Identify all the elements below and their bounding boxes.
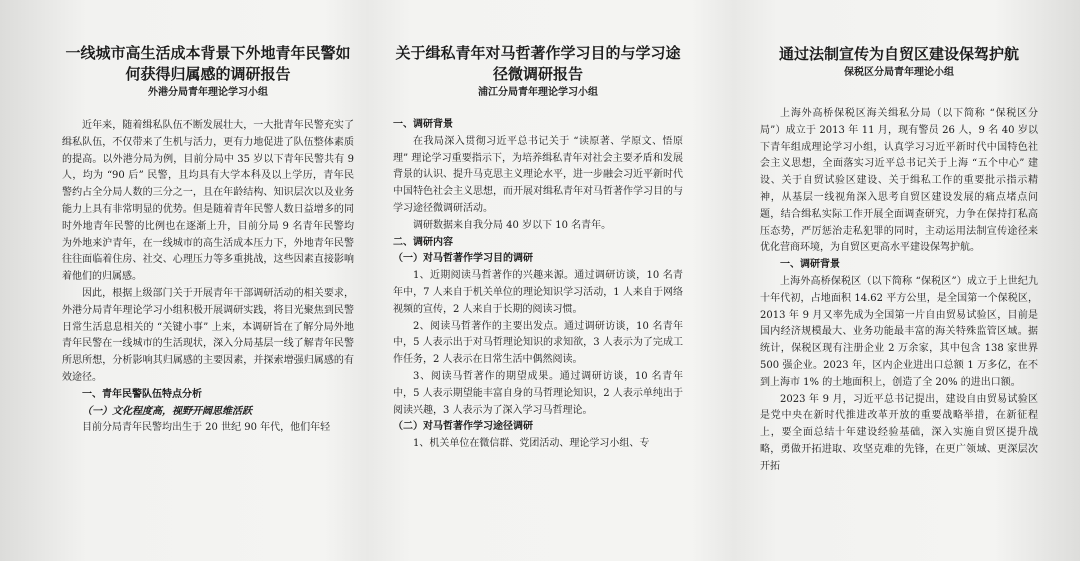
paragraph: 近年来，随着缉私队伍不断发展壮大，一大批青年民警充实了缉私队伍，不仅带来了生机与活力，更有力地促进了队伍整体素质的提高。以外港分局为例，目前分局中 35 岁以下青年民警共有 9 人，均为 “90 后” 民警，且均具有大学本科及以上学历，青年民警约占全分局人数的三分之一，且在年龄结构、知识层次以及业务能力上具有非常明显的优势。但是随着青年民警人数日益增多的同时外地青年民警的比例也在逐渐上升，目前分局 9 名青年民警均为外地来沪青年，在一线城市的高生活成本压力下，外地青年民警往往面临着住房、社交、心理压力等多重挑战，这些因素直接影响着他们的归属感。 — [62, 120, 354, 283]
report-title: 通过法制宣传为自贸区建设保驾护航 — [778, 45, 1019, 63]
section-heading: 一、青年民警队伍特点分析 — [82, 388, 202, 400]
subsection-heading: （一）文化程度高，视野开阔思维活跃 — [82, 405, 252, 417]
paragraph: 上海外高桥保税区（以下简称 “保税区”）成立于上世纪九十年代初，占地面积 14.62 平方公里，是全国第一个保税区，2013 年 9 月又率先成为全国第一片自由贸易试验区，目前是国内经济规模最大、业务功能最丰富的海关特殊监管区域。据统计，保税区现有注册企业 2 万余家，其中包含 138 家世界 500 强企业。2023 年，区内企业进出口总额 1 万多亿，在不到上海市 1% 的土地面积上，创造了全 20% 的进出口额。 — [760, 275, 1038, 388]
paragraph: 在我局深入贯彻习近平总书记关于 “读原著、学原文、悟原理” 理论学习重要指示下，为培养缉私青年对社会主要矛盾和发展背景的认识、提升马克思主义理论水平，进一步融会习近平新时代中国特色社会主义思想，而开展对缉私青年对马哲著作学习目的与学习途径微调研活动。 — [393, 135, 683, 214]
report-byline: 外港分局青年理论学习小组 — [148, 87, 268, 98]
subsection-heading: （一）对马哲著作学习目的调研 — [393, 253, 533, 265]
section-heading: 一、调研背景 — [780, 259, 840, 271]
paragraph: 1、近期阅读马哲著作的兴趣来源。通过调研访谈，10 名青年中，7 人来自于机关单位的理论知识学习活动，1 人来自于网络视频的宣传，2 人来自于长期的阅读习惯。 — [393, 270, 683, 315]
report-column-1 — [62, 0, 354, 561]
report-column-3 — [760, 0, 1038, 561]
paragraph: 2、阅读马哲著作的主要出发点。通过调研访谈，10 名青年中，5 人表示出于对马哲理论知识的求知欲，3 人表示为了完成工作任务，2 人表示在日常生活中偶然阅读。 — [393, 320, 683, 366]
section-heading: 一、调研背景 — [393, 119, 453, 130]
paragraph: 3、阅读马哲著作的期望成果。通过调研访谈，10 名青年中，5 人表示期望能丰富自身的马哲理论知识，2 人表示单纯出于阅读兴趣，3 人表示为了深入学习马哲理论。 — [393, 370, 683, 416]
paragraph: 上海外高桥保税区海关缉私分局（以下简称 “保税区分局”）成立于 2013 年 11 月，现有警员 26 人，9 名 40 岁以下青年组成理论学习小组，认真学习习近平新时代中国特色社会主义思想，全面落实习近平总书记关于上海 “五个中心” 建设、关于自贸试验区建设、关于缉私工作的重要批示指示精神，从基层一线视角深入思考自贸区建设发展的痛点堵点问题，结合缉私实际工作开展全面调查研究，力争在保持打私高压态势，严厉惩治走私犯罪的同时，主动运用法制宣传途径来优化营商环境，为自贸区更高水平建设保驾护航。 — [760, 108, 1038, 254]
subsection-heading: （二）对马哲著作学习途径调研 — [393, 421, 533, 433]
report-body — [760, 106, 1038, 476]
paragraph: 目前分局青年民警均出生于 20 世纪 90 年代，他们年轻 — [82, 422, 331, 434]
report-body — [62, 118, 354, 437]
section-heading: 二、调研内容 — [393, 236, 453, 248]
report-body — [393, 117, 683, 453]
paragraph: 因此，根据上级部门关于开展青年干部调研活动的相关要求，外港分局青年理论学习小组积极开展调研实践，将目光聚焦到民警日常生活息息相关的 “关键小事” 上来，本调研旨在了解分局外地青年民警在一线城市的生活现状，深入分局基层一线了解青年民警所思所想，分析影响其归属感的主要因素，并探索增强归属感的有效途径。 — [62, 287, 354, 383]
report-column-2 — [393, 0, 683, 561]
paragraph: 1、机关单位在微信群、党团活动、理论学习小组、专 — [413, 438, 650, 450]
report-title: 关于缉私青年对马哲著作学习目的与学习途径微调研报告 — [395, 44, 681, 83]
report-byline: 浦江分局青年理论学习小组 — [478, 87, 598, 98]
report-byline: 保税区分局青年理论小组 — [844, 67, 954, 78]
paragraph: 调研数据来自我分局 40 岁以下 10 名青年。 — [413, 219, 612, 231]
report-title: 一线城市高生活成本背景下外地青年民警如何获得归属感的调研报告 — [65, 44, 351, 83]
paragraph: 2023 年 9 月，习近平总书记提出，建设自由贸易试验区是党中央在新时代推进改革开放的重要战略举措，在新征程上，要全面总结十年建设经验基础，深入实施自贸区提升战略，勇做开拓进取、攻坚克难的先锋，在更广领域、更深层次开拓 — [760, 393, 1038, 472]
